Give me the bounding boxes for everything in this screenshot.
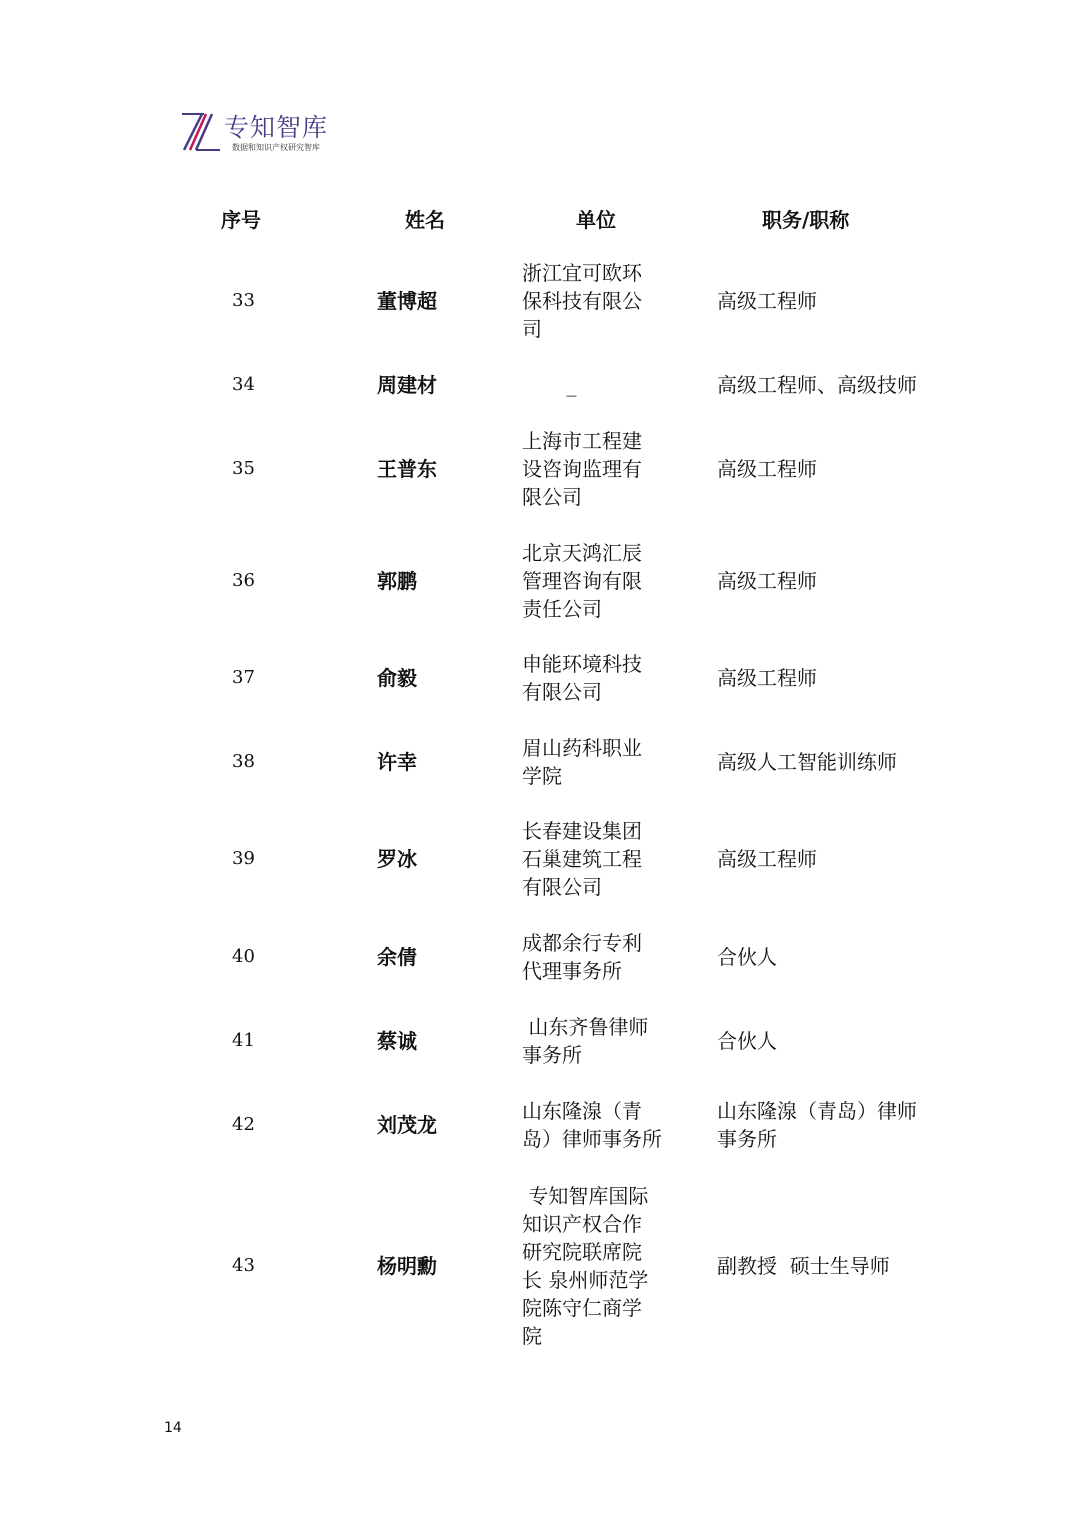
table-row (0, 244, 1080, 358)
header-unit: 单位 (576, 208, 616, 232)
zl-logo-icon (180, 110, 222, 152)
row-title: 副教授 硕士生导师 (717, 1254, 890, 1278)
row-unit: 北京天鸿汇辰 管理咨询有限 责任公司 (522, 541, 642, 621)
row-title: 高级工程师 (717, 569, 817, 593)
row-name: 郭鹏 (377, 569, 417, 593)
row-num: 38 (232, 751, 255, 772)
table-row (0, 1168, 1080, 1364)
row-name: 周建材 (377, 373, 437, 397)
row-unit: 上海市工程建 设咨询监理有 限公司 (522, 429, 642, 509)
row-name: 蔡诚 (377, 1029, 417, 1053)
row-name: 俞毅 (377, 666, 417, 690)
row-title: 山东隆湶（青岛）律师 事务所 (717, 1099, 917, 1151)
table-row (0, 412, 1080, 526)
table-row (0, 636, 1080, 720)
page-number: 14 (164, 1420, 182, 1436)
row-title: 高级工程师 (717, 666, 817, 690)
row-title: 高级工程师、高级技师 (717, 373, 917, 397)
table-row (0, 914, 1080, 1000)
row-num: 43 (232, 1255, 255, 1276)
row-num: 37 (232, 667, 255, 688)
row-title: 高级人工智能训练师 (717, 750, 897, 774)
row-title: 高级工程师 (717, 457, 817, 481)
row-num: 39 (232, 848, 255, 869)
table-row (0, 358, 1080, 412)
row-num: 41 (232, 1030, 255, 1051)
row-name: 余倩 (377, 945, 417, 969)
header-title: 职务/职称 (762, 208, 850, 232)
header-name: 姓名 (405, 208, 445, 232)
row-num: 40 (232, 946, 255, 967)
row-name: 许幸 (377, 750, 417, 774)
row-unit: 成都余行专利 代理事务所 (522, 931, 642, 983)
row-num: 35 (232, 458, 255, 479)
table-row (0, 804, 1080, 914)
logo-title: 专知智库 (224, 113, 329, 142)
table-row (0, 1000, 1080, 1082)
logo (180, 108, 380, 158)
row-title: 高级工程师 (717, 847, 817, 871)
row-unit: 山东齐鲁律师 事务所 (522, 1015, 649, 1067)
row-unit: 眉山药科职业 学院 (522, 736, 642, 788)
row-title: 合伙人 (717, 945, 777, 969)
row-name: 王普东 (377, 457, 437, 481)
logo-subtitle: 数据和知识产权研究智库 (232, 143, 320, 152)
header-num: 序号 (221, 208, 261, 232)
row-unit: 专知智库国际 知识产权合作 研究院联席院 长 泉州师范学 院陈守仁商学 院 (522, 1184, 649, 1348)
table-row (0, 526, 1080, 636)
row-title: 高级工程师 (717, 289, 817, 313)
row-num: 33 (232, 290, 255, 311)
row-name: 罗冰 (377, 847, 417, 871)
row-unit: 浙江宜可欧环 保科技有限公 司 (522, 261, 642, 341)
row-name: 董博超 (377, 289, 437, 313)
row-title: 合伙人 (717, 1029, 777, 1053)
table-row (0, 720, 1080, 804)
row-unit: 山东隆湶（青 岛）律师事务所 (522, 1099, 662, 1151)
table-row (0, 1082, 1080, 1168)
row-name: 杨明勳 (377, 1254, 437, 1278)
row-unit: 长春建设集团 石巢建筑工程 有限公司 (522, 819, 642, 899)
row-unit: 申能环境科技 有限公司 (522, 652, 642, 704)
row-num: 42 (232, 1114, 255, 1135)
row-unit: _ (522, 373, 577, 397)
row-num: 36 (232, 570, 255, 591)
row-num: 34 (232, 374, 255, 395)
row-name: 刘茂龙 (377, 1113, 437, 1137)
